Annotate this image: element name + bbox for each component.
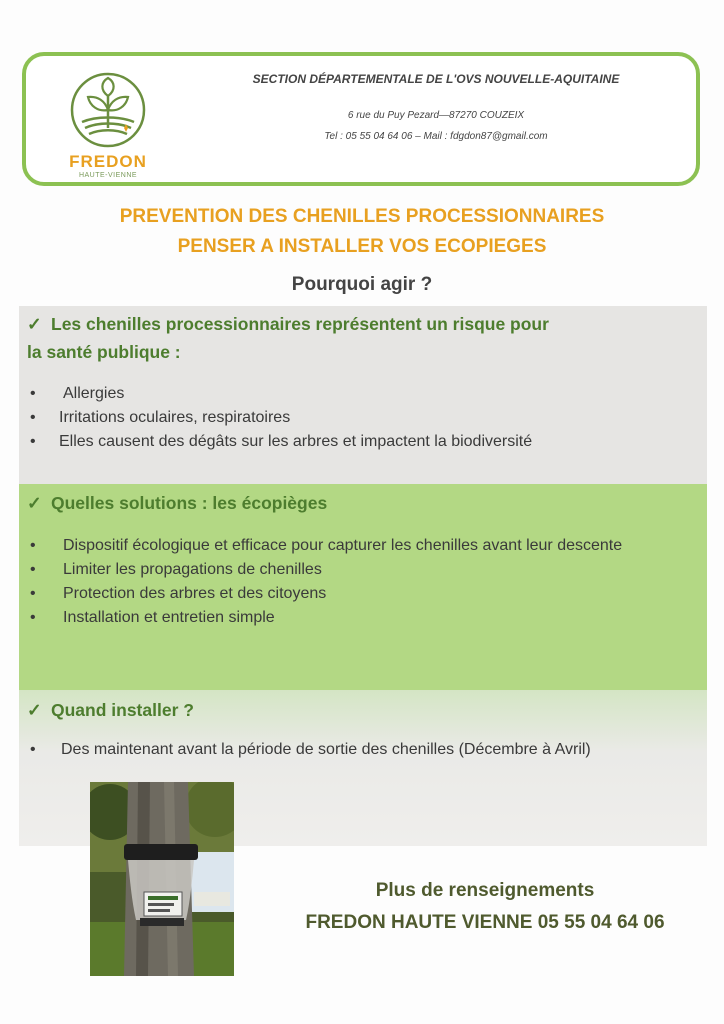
- logo-name: FREDON: [69, 152, 147, 171]
- fredon-logo: [58, 70, 158, 180]
- list-item: • Installation et entretien simple: [27, 606, 677, 630]
- section-heading-text: Quelles solutions : les écopièges: [51, 493, 328, 513]
- main-title-line2: PENSER A INSTALLER VOS ECOPIEGES: [177, 236, 547, 257]
- check-icon: ✓: [27, 700, 42, 720]
- check-icon: ✓: [27, 314, 42, 334]
- header-contact: Tel : 05 55 04 64 06 – Mail : fdgdon87@gmail.com: [324, 131, 548, 142]
- section-heading-text-cont: la santé publique :: [27, 342, 181, 362]
- section-risks: [19, 306, 707, 484]
- list-item: • Elles causent des dégâts sur les arbres et impactent la biodiversité: [27, 430, 532, 454]
- footer-more-info: Plus de renseignements: [375, 880, 595, 901]
- list-item: • Limiter les propagations de chenilles: [27, 558, 677, 582]
- header-address: 6 rue du Puy Pezard—87270 COUZEIX: [347, 110, 525, 121]
- footer-contact-phone: FREDON HAUTE VIENNE 05 55 04 64 06: [305, 912, 665, 933]
- check-icon: ✓: [27, 493, 42, 513]
- header-title: SECTION DÉPARTEMENTALE DE L'OVS NOUVELLE-AQUITAINE: [252, 72, 620, 86]
- list-item: • Allergies: [27, 382, 532, 406]
- bullet-list: [27, 534, 677, 630]
- main-title-line1: PREVENTION DES CHENILLES PROCESSIONNAIRES: [119, 206, 605, 227]
- header-box: [22, 52, 700, 186]
- list-item: • Irritations oculaires, respiratoires: [27, 406, 532, 430]
- bullet-list: [27, 382, 532, 454]
- ecopiege-tree-photo: [90, 782, 234, 976]
- plant-logo-icon: [68, 70, 148, 150]
- section-heading-text: Quand installer ?: [51, 700, 194, 720]
- section-solutions: [19, 484, 707, 690]
- tree-photo-image: [90, 782, 234, 976]
- section-heading: [27, 310, 549, 366]
- list-item: • Protection des arbres et des citoyens: [27, 582, 677, 606]
- section-heading: [27, 489, 327, 517]
- list-item: • Dispositif écologique et efficace pour capturer les chenilles avant leur descente: [27, 534, 677, 558]
- section-heading: [27, 696, 194, 724]
- question-heading: Pourquoi agir ?: [291, 274, 433, 295]
- bullet-list: [27, 738, 591, 762]
- logo-subtitle: HAUTE-VIENNE: [78, 172, 138, 179]
- section-heading-text: Les chenilles processionnaires représentent un risque pour: [51, 314, 549, 334]
- list-item: • Des maintenant avant la période de sortie des chenilles (Décembre à Avril): [27, 738, 591, 762]
